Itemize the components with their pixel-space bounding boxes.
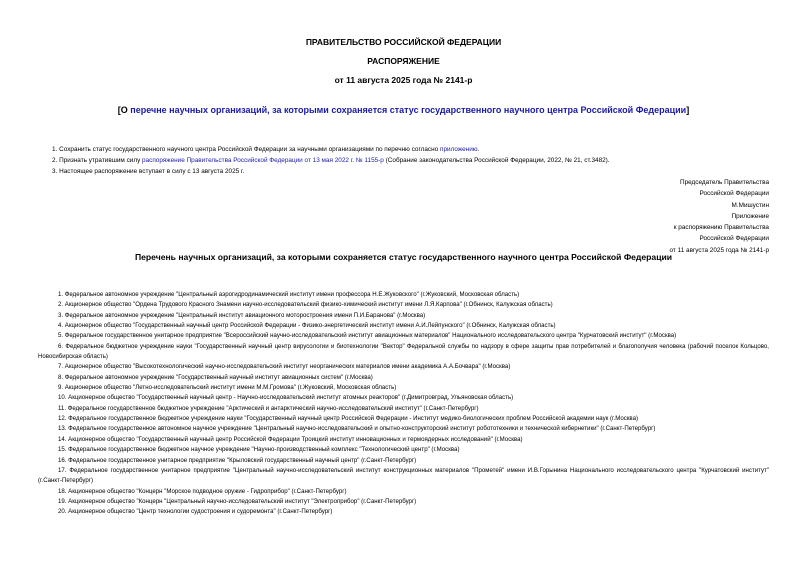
list-item: 6. Федеральное бюджетное учреждение науки "Государственный научный центр вирусологии и биотехнологии "Вектор" Федеральной службы по надзору в сфере защиты прав потребителей и благополучия человека (рабочий поселок Кольцово, Новосибирская область) bbox=[38, 342, 769, 361]
list-item: 15. Федеральное государственное бюджетное научное учреждение "Научно-производственный комплекс "Технологический центр" (г.Москва) bbox=[58, 446, 460, 454]
point-2-end: (Собрание законодательства Российской Федерации, 2022, № 21, ст.3482). bbox=[383, 157, 610, 164]
appendix-line-1: Приложение bbox=[731, 212, 769, 220]
document-type: РАСПОРЯЖЕНИЕ bbox=[367, 56, 440, 66]
list-item: 1. Федеральное автономное учреждение "Центральный аэрогидродинамический институт имени профессора Н.Е.Жуковского" (г.Жуковский, Московская область) bbox=[58, 291, 520, 298]
list-item: 5. Федеральное государственное унитарное предприятие "Всероссийский научно-исследовательский институт авиационных материалов" Национального исследовательского центра "Курчатовский институт" (г.Москва) bbox=[58, 332, 677, 340]
list-item: 8. Федеральное автономное учреждение "Государственный научный институт авиационных систем" (г.Москва) bbox=[58, 373, 373, 381]
list-item: 11. Федеральное государственное бюджетное учреждение "Арктический и антарктический научно-исследовательский институт" (г.Санкт-Петербург) bbox=[58, 404, 479, 412]
list-item: 17. Федеральное государственное унитарное предприятие "Центральный научно-исследовательский институт конструкционных материалов "Прометей" имени И.В.Горынина Национального исследовательского центра "Курчатовский институт" (г.Санкт-Петербург) bbox=[38, 466, 769, 485]
appendix-line-4: от 11 августа 2025 года № 2141-р bbox=[669, 246, 769, 254]
point-3: 3. Настоящее распоряжение вступает в силу с 13 августа 2025 г. bbox=[52, 168, 245, 175]
list-item: 20. Акционерное общество "Центр технологии судостроения и судоремонта" (г.Санкт-Петербург) bbox=[58, 508, 333, 516]
point-1 bbox=[52, 146, 479, 153]
list-item: 4. Акционерное общество "Государственный научный центр Российской Федерации - Физико-энергетический институт имени А.И.Лейпунского" (г.Обнинск, Калужская область) bbox=[58, 322, 556, 330]
list-item: 2. Акционерное общество "Ордена Трудового Красного Знамени научно-исследовательский физико-химический институт имени Л.Я.Карпова" (г.Обнинск, Калужская область) bbox=[58, 301, 553, 309]
point-2-text: 2. Признать утратившим силу bbox=[52, 157, 143, 164]
title-bracket-open: [О bbox=[117, 105, 131, 115]
point-2 bbox=[52, 157, 610, 164]
organizations-list bbox=[38, 290, 769, 518]
list-title: Перечень научных организаций, за которыми сохраняется статус государственного научного центра Российской Федерации bbox=[134, 252, 673, 262]
appendix-line-2: к распоряжению Правительства bbox=[673, 224, 769, 232]
list-item: 13. Федеральное государственное автономное научное учреждение "Центральный научно-исследовательский и опытно-конструкторский институт робототехники и технической кибернетики" (г.Санкт-Петербург) bbox=[58, 425, 656, 433]
appendix-link[interactable]: приложению bbox=[439, 146, 478, 153]
list-item: 18. Акционерное общество "Концерн "Морское подводное оружие - Гидроприбор" (г.Санкт-Петербург) bbox=[58, 487, 347, 495]
list-item: 10. Акционерное общество "Государственный научный центр - Научно-исследовательский институт атомных реакторов" (г.Димитровград, Ульяновская область) bbox=[58, 394, 514, 402]
signature-line-2: Российской Федерации bbox=[699, 190, 769, 198]
list-item: 12. Федеральное государственное бюджетное учреждение науки "Государственный научный центр Российской Федерации - Институт медико-биологических проблем Российской академии наук (г.Москва) bbox=[58, 415, 639, 423]
list-item: 16. Федеральное государственное унитарное предприятие "Крыловский государственный научный центр" (г.Санкт-Петербург) bbox=[58, 456, 417, 464]
list-item: 19. Акционерное общество "Концерн "Центральный научно-исследовательский институт "Электроприбор" (г.Санкт-Петербург) bbox=[58, 497, 417, 505]
point-1-end: . bbox=[477, 146, 480, 153]
list-item: 14. Акционерное общество "Государственный научный центр Российской Федерации Троицкий институт инновационных и термоядерных исследований" (г.Москва) bbox=[58, 435, 523, 443]
repealed-order-link[interactable]: распоряжение Правительства Российской Федерации от 13 мая 2022 г. № 1155-р bbox=[142, 157, 384, 164]
government-header: ПРАВИТЕЛЬСТВО РОССИЙСКОЙ ФЕДЕРАЦИИ bbox=[305, 37, 502, 47]
signature-line-1: Председатель Правительства bbox=[680, 179, 769, 186]
signature-line-3: М.Мишустин bbox=[731, 201, 769, 209]
appendix-line-3: Российской Федерации bbox=[699, 235, 769, 243]
signature-block bbox=[670, 177, 770, 256]
list-item: 3. Федеральное автономное учреждение "Центральный институт авиационного моторостроения имени П.И.Баранова" (г.Москва) bbox=[58, 311, 426, 319]
document-date-number: от 11 августа 2025 года № 2141-р bbox=[334, 75, 473, 85]
list-item: 7. Акционерное общество "Высокотехнологический научно-исследовательский институт неорганических материалов имени академика А.А.Бочвара" (г.Москва) bbox=[58, 363, 511, 371]
title-bracket-close: ] bbox=[686, 105, 690, 115]
document-title bbox=[0, 105, 807, 115]
list-item: 9. Акционерное общество "Летно-исследовательский институт имени М.М.Громова" (г.Жуковский, Московская область) bbox=[58, 384, 397, 392]
point-1-text: 1. Сохранить статус государственного научного центра Российской Федерации за научными организациями по перечню согласно bbox=[52, 146, 440, 153]
title-link[interactable]: перечне научных организаций, за которыми сохраняется статус государственного научного центра Российской Федерации bbox=[130, 105, 687, 115]
